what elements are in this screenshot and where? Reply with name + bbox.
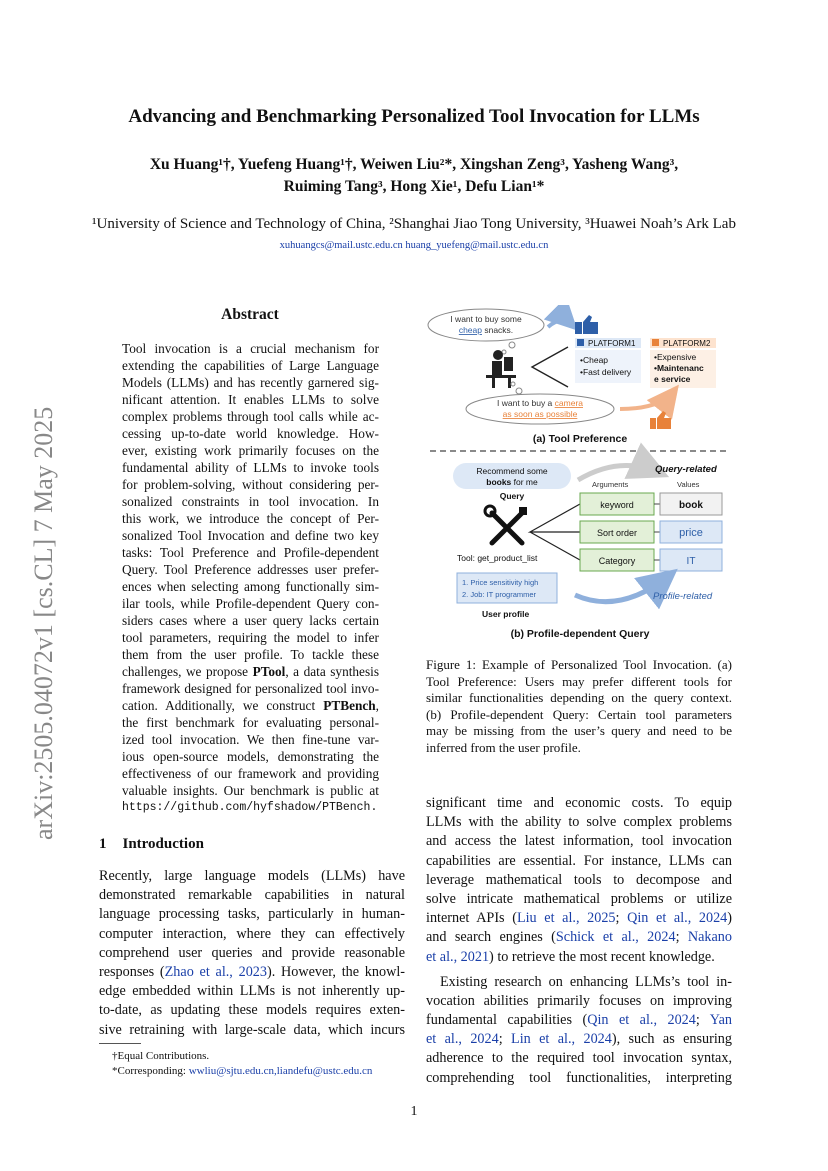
values-header: Values [677, 480, 700, 489]
bubble-bottom-asap: as soon as possible [502, 409, 578, 419]
profile-line-2: 2. Job: IT programmer [462, 590, 537, 599]
abstract-line: ious open-source models, demonstrating the [122, 749, 379, 764]
abstract-line: challenges, we propose PTool, a data synthesis [122, 664, 380, 679]
section-number: 1 [99, 836, 107, 852]
abstract-line: sonalized constraints in tool invocation. In [122, 494, 379, 509]
intro-col2-line: capabilities are essential. For instance, LLMs can [426, 852, 732, 869]
caption-line: Figure 1: Example of Personalized Tool Invocation. (a) [426, 657, 732, 672]
intro-line: computer interaction, where they can effectively [99, 925, 405, 942]
abstract-line: this work, we introduce the concept of Per- [122, 511, 379, 526]
bubble-bottom-text: I want to buy a [497, 398, 555, 408]
intro-col2-para2-line: adherence to the required tool invocation syntax, [426, 1050, 732, 1067]
abstract-line: ences when selecting among functionally sim- [122, 579, 379, 594]
profile-related-label: Profile-related [653, 591, 713, 602]
query-related-arrow [578, 465, 660, 480]
query-related-label: Query-related [655, 464, 717, 475]
abstract-line: fundamental ability of LLMs to invoke tools [122, 460, 379, 475]
bubble-top-line-1: I want to buy some [450, 314, 522, 324]
author-emails[interactable]: xuhuangcs@mail.ustc.edu.cn huang_yuefeng@mail.ustc.edu.cn [279, 240, 549, 251]
intro-col2-para2-line: et al., 2024; Lin et al., 2024), such as ensuring [426, 1031, 732, 1048]
arxiv-id: arXiv:2505.04072v1 [cs.CL] 7 May 2025 [29, 406, 58, 840]
query-label: Query [499, 491, 525, 501]
authors-line-2: Ruiming Tang³, Hong Xie¹, Defu Lian¹* [283, 178, 545, 195]
abstract-line: sonalized Tool Invocation and define two key [122, 528, 379, 543]
authors-line-1: Xu Huang¹†, Yuefeng Huang¹†, Weiwen Liu²*, Xingshan Zeng³, Yasheng Wang³, [149, 156, 679, 173]
arguments-header: Arguments [592, 480, 629, 489]
caption-line: may be missing from the user’s query and need to be [426, 723, 732, 738]
caption-line: Tool Preference: Users may prefer different tools for [426, 673, 732, 689]
profile-line-1: 1. Price sensitivity high [462, 578, 539, 587]
user-profile-label: User profile [482, 609, 530, 619]
footnote-equal-contrib: †Equal Contributions. [112, 1050, 210, 1062]
thought-bubble-top [428, 309, 544, 354]
arrow-to-platform1 [548, 320, 572, 327]
page-number: 1 [410, 1104, 418, 1119]
caption-line: similar functionalities depending on the query context. [426, 690, 732, 705]
bubble-top-snacks: snacks. [481, 325, 514, 335]
svg-text:books for me [486, 477, 538, 487]
value-it [660, 549, 722, 571]
intro-col2-para2-line: comprehending tool functionalities, interpreting [426, 1069, 732, 1086]
intro-col2-line: internet APIs (Liu et al., 2025; Qin et al., 2024) [426, 910, 732, 927]
paper-title: Advancing and Benchmarking Personalized Tool Invocation for LLMs [128, 106, 700, 127]
svg-text:cheap snacks. [459, 325, 513, 335]
footnotes [112, 1049, 372, 1079]
abstract-line: cessing up-to-date world knowledge. How- [122, 426, 379, 441]
intro-col2-line: significant time and economic costs. To equip [426, 795, 732, 811]
intro-line: comprehend user queries and provide reasonable [99, 944, 405, 961]
platform2-label: PLATFORM2 [663, 339, 711, 348]
tool-label: Tool: get_product_list [457, 553, 538, 563]
author-list [60, 154, 768, 198]
abstract-line: ized tool invocation. We then fine-tune var- [122, 732, 379, 747]
bubble-bottom-camera: camera [554, 398, 583, 408]
choice-lines [532, 347, 568, 387]
thought-bubble-bottom [466, 382, 614, 424]
abstract-line: Tool invocation is a crucial mechanism for [122, 341, 379, 356]
section-title: Introduction [122, 836, 204, 852]
platform1-card [575, 338, 641, 383]
intro-line: sive retraining with large-scale data, which incurs [99, 1021, 405, 1038]
query-line-1: Recommend some [476, 466, 548, 476]
intro-col2-line: et al., 2021) to retrieve the most recent knowledge. [426, 948, 715, 965]
abstract-line: them from the user profile. To tackle these [122, 647, 379, 662]
corresponding-emails[interactable]: wwliu@sjtu.edu.cn,liandefu@ustc.edu.cn [188, 1065, 373, 1077]
argument-sort-order [580, 521, 654, 543]
argument-keyword-label: keyword [600, 500, 634, 510]
footnote-corresponding [112, 1064, 372, 1079]
abstract-line: nificant attention. It enables LLMs to solve [122, 392, 379, 407]
argument-keyword [580, 493, 654, 515]
abstract-line: extending the capabilities of Large Language [122, 358, 379, 373]
abstract-line: effectiveness of our framework and providing [122, 766, 379, 781]
query-books: books [486, 477, 512, 487]
figure-1 [420, 305, 740, 645]
footnote-corresponding-prefix: *Corresponding: [112, 1065, 189, 1077]
svg-text:I want to buy a camera [497, 398, 583, 408]
intro-col2-line: and search engines (Schick et al., 2024; Nakano [426, 929, 732, 946]
platform2-card [650, 338, 716, 388]
arrow-to-platform2 [620, 391, 674, 409]
abstract-line: Models (LLMs) and has recently garnered sig- [122, 375, 379, 390]
abstract-line: complex problems through tool calls while ac- [122, 409, 379, 424]
footnote-rule [99, 1043, 141, 1044]
thumbs-up-blue-icon [575, 315, 598, 334]
platform1-label: PLATFORM1 [588, 339, 636, 348]
argument-category [580, 549, 654, 571]
intro-line: responses (Zhao et al., 2023). However, the knowl- [99, 963, 405, 980]
intro-col2-line: LLMs with the ability to solve complex problems [426, 814, 732, 831]
intro-col2-para2-line: vocation abilities primarily focuses on improving [426, 992, 732, 1009]
introduction-column-1 [99, 867, 405, 1040]
abstract-line: framework designed for personalized tool invo- [122, 681, 379, 696]
section-heading-introduction [99, 836, 220, 853]
argument-category-label: Category [598, 556, 636, 566]
abstract-line: for problem-solving, without considering per- [122, 477, 379, 492]
intro-line: to-date, as updating these models requires exten- [99, 1002, 405, 1019]
abstract-line: cation. Additionally, we construct PTBench, [122, 698, 379, 713]
value-it-label: IT [686, 556, 696, 567]
abstract-body [122, 340, 379, 816]
abstract-line: tool parameters, requiring the model to infer [122, 630, 379, 645]
cart-icon [577, 339, 584, 346]
value-book [660, 493, 722, 515]
argument-sort-order-label: Sort order [596, 528, 638, 538]
intro-col2-line: leverage mathematical tools to decompose and [426, 871, 732, 888]
intro-line: Recently, large language models (LLMs) have [99, 868, 405, 884]
query-for-me: for me [511, 477, 538, 487]
figure-caption-b: (b) Profile-dependent Query [510, 628, 650, 640]
bubble-top-cheap: cheap [458, 325, 482, 335]
intro-line: demonstrated remarkable capabilities in natural [99, 887, 405, 904]
tools-icon [485, 506, 527, 543]
figure-1-caption [426, 657, 732, 756]
abstract-line: ilar tools, while Profile-dependent Query con- [122, 596, 379, 611]
intro-col2-para2-line: fundamental capabilities (Qin et al., 2024; Yan [426, 1012, 732, 1029]
intro-line: language processing tasks, particularly in human- [99, 906, 405, 923]
value-book-label: book [679, 500, 703, 511]
value-price [660, 521, 722, 543]
intro-col2-line: solve intricate mathematical problems or utilize [426, 890, 732, 907]
arxiv-sidebar-stamp [10, 370, 70, 850]
abstract-heading: Abstract [221, 306, 279, 323]
platform2-item-3: e service [654, 374, 691, 384]
introduction-column-2 [426, 794, 732, 1088]
platform2-item-2: •Maintenanc [654, 363, 704, 373]
intro-line: edge embedded within LLMs is not inherently up- [99, 983, 405, 1000]
abstract-line: the first benchmark for evaluating personal- [122, 715, 379, 730]
affiliations: ¹University of Science and Technology of China, ²Shanghai Jiao Tong University, ³Huawei Noah’s Ark Lab [92, 216, 736, 232]
caption-line: (b) Profile-dependent Query: Certain tool parameters [426, 706, 732, 722]
value-price-label: price [679, 527, 703, 539]
abstract-line: Query. Tool Preference addresses user prefer- [122, 562, 379, 577]
intro-col2-line: and access the latest information, tool invocation [426, 833, 732, 850]
abstract-line: ever, existing work primarily focuses on the [122, 443, 379, 458]
tool-argument-lines [530, 504, 580, 560]
abstract-line: valuable insights. Our benchmark is public at [122, 783, 379, 798]
abstract-line: tasks: Tool Preference and Profile-dependent [122, 545, 379, 560]
caption-line: inferred from the user profile. [426, 739, 581, 755]
figure-caption-a: (a) Tool Preference [532, 433, 628, 445]
benchmark-url[interactable]: https://github.com/hyfshadow/PTBench. [122, 801, 378, 814]
thumbs-up-orange-icon [650, 411, 671, 429]
platform1-item-1: •Cheap [580, 355, 609, 365]
abstract-line: siders cases where a user query lacks certain [122, 613, 379, 628]
platform1-item-2: •Fast delivery [580, 367, 632, 377]
intro-col2-para2-line: Existing research on enhancing LLMs’s tool in- [440, 973, 732, 990]
platform2-item-1: •Expensive [654, 352, 697, 362]
store-icon [652, 339, 659, 346]
